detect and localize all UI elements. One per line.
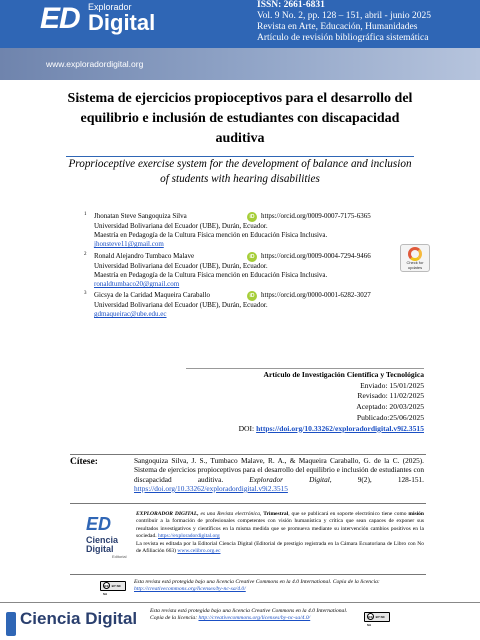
author-degree: Maestría en Pedagogía de la Cultura Física mención en Educación Física Inclusiva. (94, 231, 328, 240)
author-entry (84, 252, 424, 290)
editorial-body-2: contribuir a la formación de profesionales competentes con visión humanística y crítica que sean capaces de exponer sus resultados investigativos y científicos en la misma medida que se promueva mediante su intervención cambios positivos en la sociedad. (136, 518, 424, 540)
author-affiliation: Universidad Bolivariana del Ecuador (UBE), Durán, Ecuador. (94, 301, 268, 310)
publisher-logo-mark: ED (86, 514, 112, 534)
editorial-site-link[interactable]: https://exploradordigital.org (158, 533, 220, 540)
footer-cc-badge[interactable]: cc BY NC SA (364, 612, 390, 622)
editorial-lead-rest: es una Revista electrónica, (198, 511, 264, 517)
orcid-link[interactable]: https://orcid.org/0000-0001-6282-3027 (261, 291, 371, 300)
orcid-icon: iD (247, 252, 257, 262)
journal-logo-title: Digital (88, 10, 156, 35)
doi-label: DOI: (238, 423, 255, 433)
issn: ISSN: 2661-6831 (257, 0, 325, 10)
author-entry (84, 212, 424, 250)
cc-license-label: BY NC SA (103, 584, 121, 597)
license-statement: Esta revista está protegida bajo una licencia Creative Commons en la 4.0 International. Copia de la licencia: (134, 579, 380, 585)
author-email[interactable]: gdmaqueirac@ube.edu.ec (94, 310, 167, 319)
article-info-divider (186, 368, 424, 369)
orcid-icon: iD (247, 291, 257, 301)
journal-area: Revista en Arte, Educación, Humanidades (257, 22, 418, 32)
celibro-link[interactable]: www.celibro.org.ec (177, 548, 221, 555)
license-top-rule (70, 574, 426, 575)
author-name: Ronald Alejandro Tumbaco Malave (94, 251, 195, 260)
journal-logo-mark: ED (40, 2, 80, 35)
citation-box (70, 452, 426, 500)
date-revised: Revisado: 11/02/2025 (357, 391, 424, 401)
date-published: Publicado:25/06/2025 (356, 412, 424, 422)
publisher-logo-small: Editorial (112, 554, 127, 559)
date-accepted: Aceptado: 20/03/2025 (356, 402, 424, 412)
citation-doi-link[interactable]: https://doi.org/10.33262/exploradordigital.v9i2.3515 (134, 483, 288, 493)
editorial-statement (136, 511, 424, 555)
publisher-logo-name: Ciencia Digital (86, 535, 119, 554)
author-name: Jhonatan Steve Sangoquiza Silva (94, 212, 187, 220)
orcid-icon: iD (247, 212, 257, 222)
orcid-link[interactable]: https://orcid.org/0009-0004-7294-9466 (261, 251, 371, 260)
license-link[interactable]: http://creativecommons.org/licenses/by-nc-sa/4.0/ (134, 586, 246, 593)
author-name: Gicsya de la Caridad Maqueira Caraballo (94, 291, 211, 300)
citation-text (134, 456, 424, 493)
author-affiliation: Universidad Bolivariana del Ecuador (UBE), Durán, Ecuador. (94, 261, 268, 270)
editorial-mision: misión (408, 511, 424, 517)
citation-volume: , 9(2), 128-151. (329, 474, 424, 484)
footer-cc-label: BY NC SA (367, 615, 385, 628)
author-number: 3 (84, 291, 87, 297)
orcid-link[interactable]: https://orcid.org/0009-0007-7175-6365 (261, 212, 371, 220)
article-title: Sistema de ejercicios propioceptivos para el desarrollo del equilibrio e inclusión de estudiantes con discapacidad auditiva (67, 91, 413, 146)
editorial-trim: Trimestral (263, 511, 289, 517)
footer-logo-name: Ciencia Digital (20, 609, 138, 628)
doi-line (186, 424, 424, 435)
article-type: Artículo de Investigación Científica y Tecnológica (263, 370, 424, 379)
editorial-body-1: , que se publicará en soporte electrónico tiene como (288, 511, 409, 517)
article-kind: Artículo de revisión bibliográfica sistemática (257, 33, 429, 43)
footer-license-text (150, 608, 360, 622)
author-number: 2 (84, 251, 87, 257)
footer-license-statement: Esta revista está protegida bajo una licencia Creative Commons en la 4.0 International. Copia de la licencia: (150, 608, 348, 622)
author-degree: Maestría en Pedagogía de la Cultura Física mención en Educación Física Inclusiva. (94, 270, 328, 279)
website-link[interactable]: www.exploradordigital.org (46, 59, 144, 69)
article-info (186, 370, 424, 434)
author-email[interactable]: jhonsteve11@gmail.com (94, 240, 164, 249)
journal-issn-block (257, 0, 431, 44)
editorial-body-3: La revista es editada por la Editorial Ciencia Digital (Editorial de prestigio registrada en la Cámara Ecuatoriana de Libro con No de Afiliación 663) (136, 540, 424, 555)
ciencia-digital-logo (80, 514, 127, 564)
author-email[interactable]: ronaldtumbaco20@gmail.com (94, 280, 180, 289)
date-sent: Enviado: 15/01/2025 (360, 380, 424, 390)
author-entry (84, 291, 424, 319)
cc-license-badge[interactable]: cc BY NC SA (100, 581, 126, 591)
check-for-updates-label: Check for updates (406, 260, 424, 270)
author-list (84, 212, 424, 322)
citation-label: Cítese: (70, 457, 98, 467)
doi-link[interactable]: https://doi.org/10.33262/exploradordigital.v9i2.3515 (256, 423, 424, 433)
article-subtitle: Proprioceptive exercise system for the development of balance and inclusion of students with hearing disabilities (68, 158, 412, 185)
footer-logo-mark (6, 612, 16, 636)
citation-bottom-rule (70, 503, 426, 504)
footer-rule (0, 602, 480, 603)
check-for-updates-icon (408, 247, 422, 261)
citation-journal: Explorador Digital (249, 474, 330, 484)
author-affiliation: Universidad Bolivariana del Ecuador (UBE), Durán, Ecuador. (94, 222, 268, 230)
footer-license-link[interactable]: http://creativecommons.org/licenses/by-nc-sa/4.0/ (198, 615, 311, 622)
journal-logo-super: Explorador (88, 2, 132, 12)
editorial-lead: EXPLORADOR DIGITAL, (136, 511, 199, 517)
volume-info: Vol. 9 No. 2, pp. 128 – 151, abril - junio 2025 (257, 11, 431, 21)
check-for-updates-badge[interactable] (400, 244, 430, 272)
author-number: 1 (84, 212, 87, 217)
citation-main: Sangoquiza Silva, J. S., Tumbaco Malave, R. A., & Maqueira Caraballo, G. de la C. (2025). Sistema de ejercicios propioceptivos para el desarrollo del equilibrio e inclusión de estudiantes con discapacidad auditiva. (134, 456, 424, 484)
license-text (134, 579, 428, 593)
